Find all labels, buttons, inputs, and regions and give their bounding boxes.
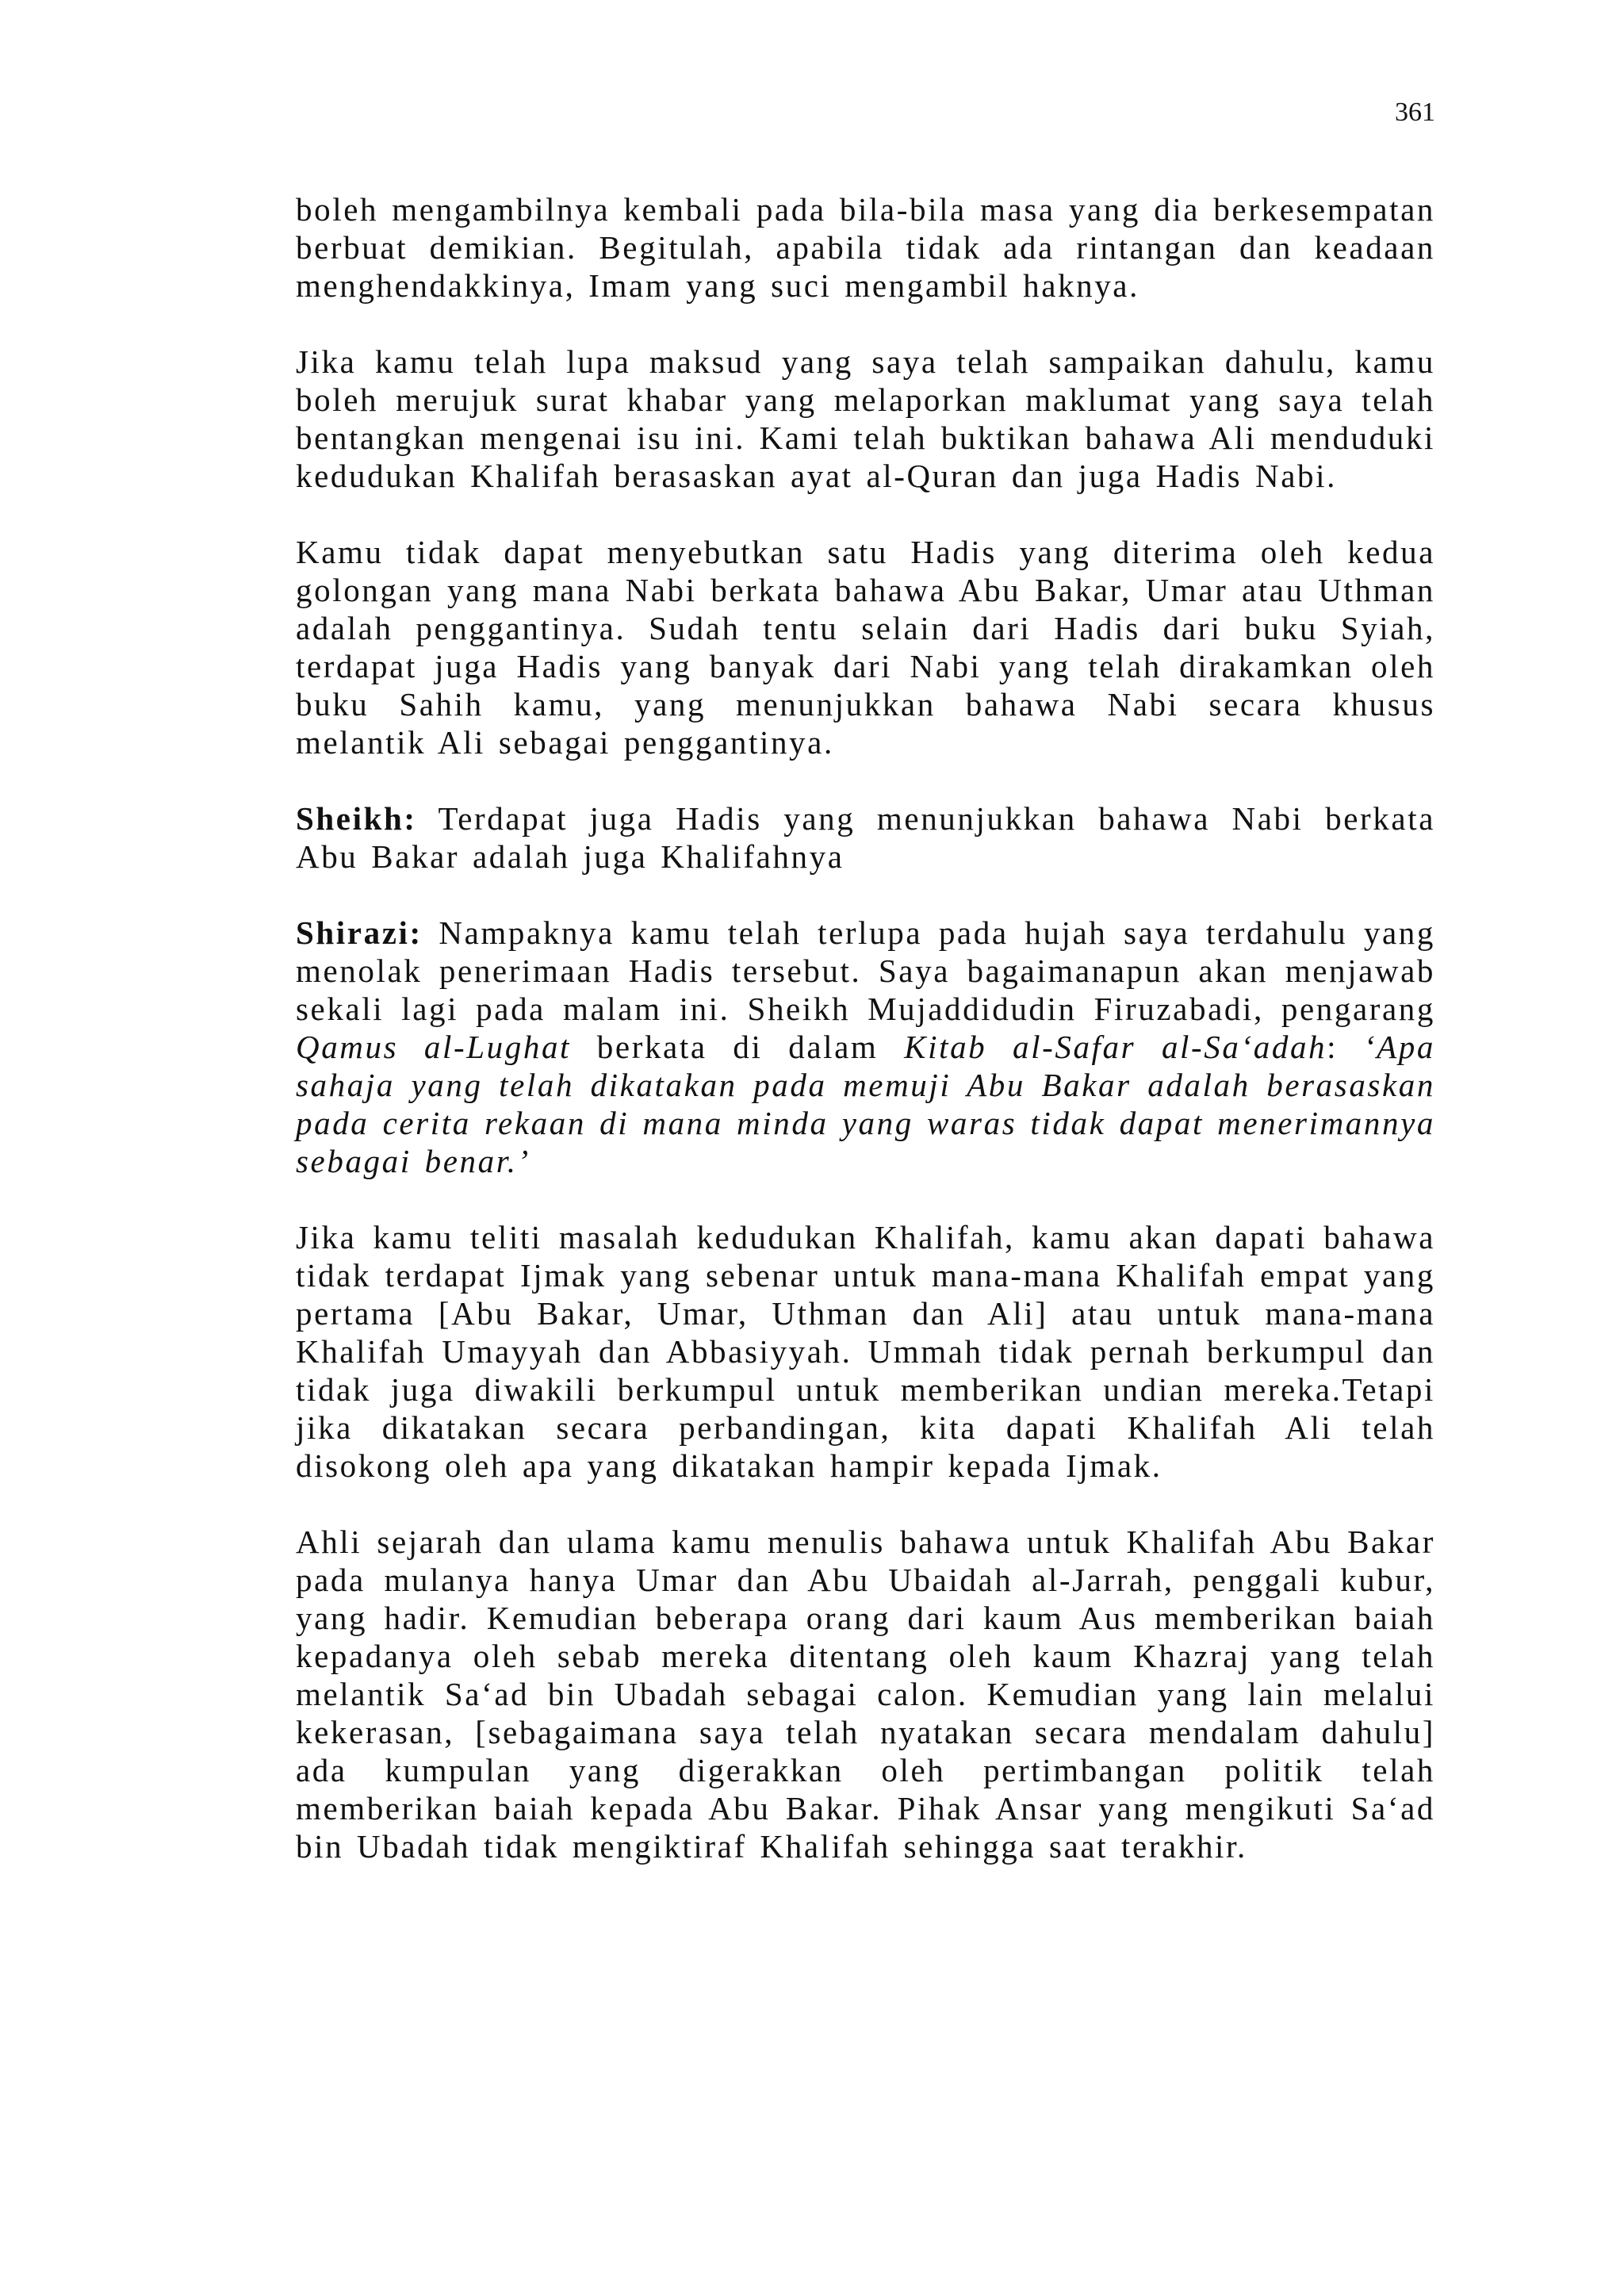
- paragraph-sheikh: [296, 799, 1435, 876]
- speaker-label-shirazi: Shirazi:: [296, 914, 423, 951]
- paragraph-shirazi-text-2: berkata di dalam: [571, 1029, 905, 1065]
- page-number: 361: [1395, 98, 1435, 127]
- document-body: [296, 190, 1435, 1903]
- paragraph-3: Kamu tidak dapat menyebutkan satu Hadis yang diterima oleh kedua golongan yang mana Nabi berkata bahawa Abu Bakar, Umar atau Uthman adalah penggantinya. Sudah tentu selain dari Hadis dari buku Syiah, terdapat juga Hadis yang banyak dari Nabi yang telah dirakamkan oleh buku Sahih kamu, yang menunjukkan bahawa Nabi secara khusus melantik Ali sebagai penggantinya.: [296, 534, 1435, 761]
- paragraph-6: Jika kamu teliti masalah kedudukan Khalifah, kamu akan dapati bahawa tidak terdapat Ijmak yang sebenar untuk mana-mana Khalifah empat yang pertama [Abu Bakar, Umar, Uthman dan Ali] atau untuk mana-mana Khalifah Umayyah dan Abbasiyyah. Ummah tidak pernah berkumpul dan tidak juga diwakili berkumpul untuk memberikan undian mereka.Tetapi jika dikatakan secara perbandingan, kita dapati Khalifah Ali telah disokong oleh apa yang dikatakan hampir kepada Ijmak.: [296, 1219, 1435, 1484]
- paragraph-1: boleh mengambilnya kembali pada bila-bila masa yang dia berkesempatan berbuat demikian. Begitulah, apabila tidak ada rintangan dan keadaan menghendakkinya, Imam yang suci mengambil haknya.: [296, 191, 1435, 304]
- quotation: ‘Apa sahaja yang telah dikatakan pada memuji Abu Bakar adalah berasaskan pada cerita rekaan di mana minda yang waras tidak dapat menerimannya sebagai benar.’: [296, 1029, 1435, 1179]
- book-title-qamus: Qamus al-Lughat: [296, 1029, 572, 1065]
- book-title-kitab: Kitab al-Safar al-Sa‘adah: [904, 1029, 1327, 1065]
- paragraph-7: Ahli sejarah dan ulama kamu menulis bahawa untuk Khalifah Abu Bakar pada mulanya hanya Umar dan Abu Ubaidah al-Jarrah, penggali kubur, yang hadir. Kemudian beberapa orang dari kaum Aus memberikan baiah kepadanya oleh sebab mereka ditentang oleh kaum Khazraj yang telah melantik Sa‘ad bin Ubadah sebagai calon. Kemudian yang lain melalui kekerasan, [sebagaimana saya telah nyatakan secara mendalam dahulu] ada kumpulan yang digerakkan oleh pertimbangan politik telah memberikan baiah kepada Abu Bakar. Pihak Ansar yang mengikuti Sa‘ad bin Ubadah tidak mengiktiraf Khalifah sehingga saat terakhir.: [296, 1524, 1435, 1865]
- paragraph-shirazi-text-1: Nampaknya kamu telah terlupa pada hujah saya terdahulu yang menolak penerimaan Hadis tersebut. Saya bagaimanapun akan menjawab sekali lagi pada malam ini. Sheikh Mujaddidudin Firuzabadi, pengarang: [296, 914, 1435, 1027]
- paragraph-2: Jika kamu telah lupa maksud yang saya telah sampaikan dahulu, kamu boleh merujuk surat khabar yang melaporkan maklumat yang saya telah bentangkan mengenai isu ini. Kami telah buktikan bahawa Ali menduduki kedudukan Khalifah berasaskan ayat al-Quran dan juga Hadis Nabi.: [296, 343, 1435, 494]
- paragraph-shirazi-text-3: :: [1327, 1029, 1364, 1065]
- paragraph-sheikh-text: Terdapat juga Hadis yang menunjukkan bahawa Nabi berkata Abu Bakar adalah juga Khalifahnya: [296, 800, 1435, 875]
- speaker-label-sheikh: Sheikh:: [296, 800, 417, 837]
- paragraph-shirazi: [296, 914, 1435, 1180]
